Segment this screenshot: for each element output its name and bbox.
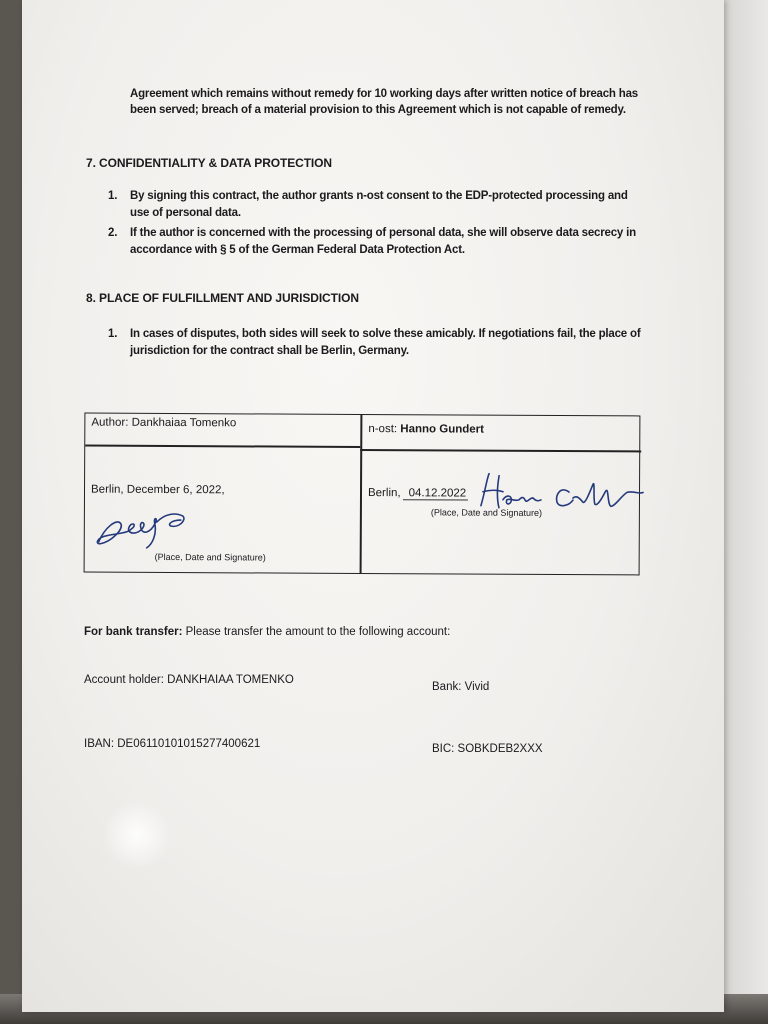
table-divider <box>360 415 362 573</box>
account-holder: Account holder: DANKHAIAA TOMENKO <box>84 674 294 686</box>
author-place-date: Berlin, December 6, 2022, <box>90 483 225 497</box>
bank-name: Bank: Vivid <box>432 681 490 693</box>
nost-place: Berlin, <box>367 487 401 500</box>
bank-transfer-label: For bank transfer: <box>84 626 183 638</box>
nost-prefix: n-ost: <box>368 423 398 436</box>
author-label: Author: Dankhaiaa Tomenko <box>91 416 237 430</box>
section-7-list <box>108 188 644 258</box>
signature-table <box>84 413 641 576</box>
table-divider <box>85 445 360 448</box>
nost-label <box>368 423 484 436</box>
item-number: 1. <box>108 328 118 340</box>
item-text: In cases of disputes, both sides will seek to solve these amicably. If negotiations fail, the place of jurisdiction for the contract shall be Berlin, Germany. <box>130 328 641 357</box>
nost-name: Hanno Gundert <box>400 423 485 436</box>
nost-signature-caption: (Place, Date and Signature) <box>430 507 543 518</box>
clause-continuation: Agreement which remains without remedy for 10 working days after written notice of breach has been served; breach of a material provision to this Agreement which is not capable of remedy. <box>130 88 638 116</box>
light-glare <box>102 800 172 870</box>
bic: BIC: SOBKDEB2XXX <box>432 743 543 755</box>
list-item <box>108 225 644 258</box>
bank-transfer-line <box>84 626 450 638</box>
author-signature <box>91 498 201 557</box>
item-number: 1. <box>108 190 118 202</box>
item-text: By signing this contract, the author grants n-ost consent to the EDP-protected processing and use of personal data. <box>130 190 628 219</box>
item-number: 2. <box>108 227 118 239</box>
section-7-heading: 7. CONFIDENTIALITY & DATA PROTECTION <box>86 156 332 170</box>
table-divider <box>360 449 641 452</box>
author-signature-caption: (Place, Date and Signature) <box>154 551 266 563</box>
section-8-heading: 8. PLACE OF FULFILLMENT AND JURISDICTION <box>86 291 359 305</box>
iban: IBAN: DE06110101015277400621 <box>84 738 261 750</box>
bank-transfer-text: Please transfer the amount to the following account: <box>182 626 451 638</box>
item-text: If the author is concerned with the processing of personal data, she will observe data secrecy in accordance with § 5 of the German Federal Data Protection Act. <box>130 227 636 256</box>
contract-page <box>22 0 724 1012</box>
list-item <box>108 188 644 221</box>
section-8-list <box>108 326 644 359</box>
nost-place-date <box>368 487 468 501</box>
list-item <box>108 326 644 359</box>
nost-date: 04.12.2022 <box>403 487 469 500</box>
